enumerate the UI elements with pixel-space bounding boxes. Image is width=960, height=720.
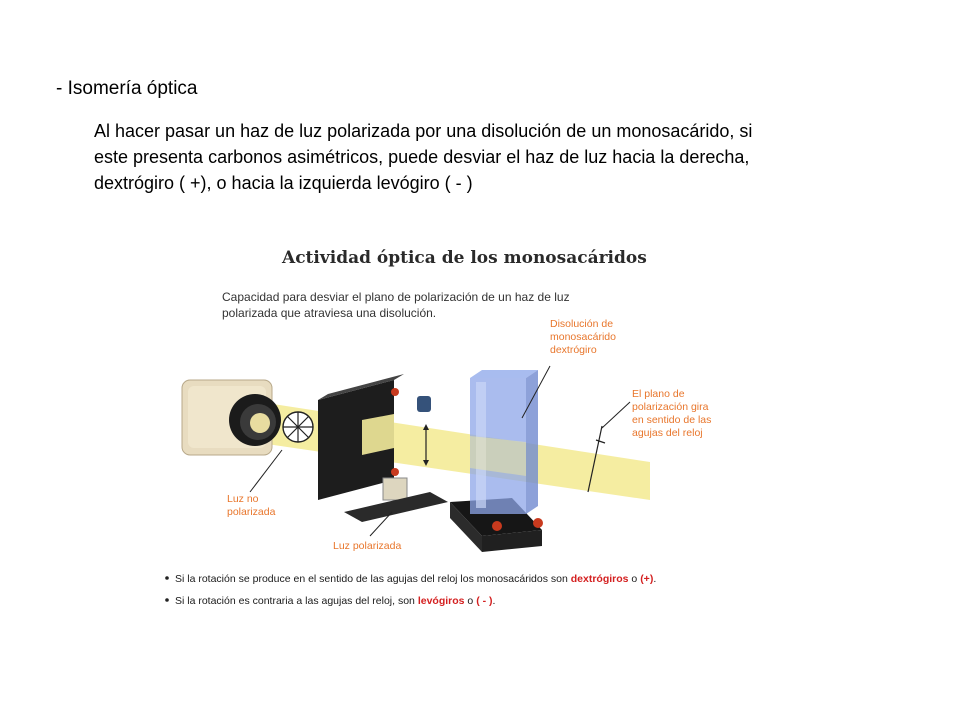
unpolarized-leader-line [250, 450, 282, 492]
bullet-levorotatory: Si la rotación es contraria a las agujas del reloj, son levógiros o ( - ). [175, 595, 496, 607]
body-paragraph [94, 118, 894, 196]
unpolarized-light-icon [283, 412, 313, 442]
figure-title: Actividad óptica de los monosacáridos [282, 248, 647, 268]
optical-activity-figure [130, 230, 750, 630]
solution-label-line: Disolución de [550, 318, 614, 330]
section-heading: - Isomería óptica [56, 78, 198, 99]
solution-label-line: monosacárido [550, 331, 616, 343]
plane-label-line: en sentido de las [632, 414, 712, 426]
plane-label-line: El plano de [632, 388, 685, 400]
bullet-dot [165, 576, 169, 580]
bullet-dot [165, 598, 169, 602]
figure-caption-line: Capacidad para desviar el plano de polarización de un haz de luz [222, 290, 570, 304]
plane-leader-line [602, 402, 630, 428]
polarized-label: Luz polarizada [333, 540, 402, 552]
paragraph-line: este presenta carbonos asimétricos, puede desviar el haz de luz hacia la derecha, [94, 147, 750, 167]
rotation-tick [596, 440, 605, 443]
arrow-head [423, 424, 429, 430]
paragraph-line: Al hacer pasar un haz de luz polarizada por una disolución de un monosacárido, si [94, 121, 753, 141]
plane-label-line: polarización gira [632, 401, 709, 413]
paragraph-line: dextrógiro ( +), o hacia la izquierda levógiro ( - ) [94, 173, 473, 193]
bullet-dextrorotatory: Si la rotación se produce en el sentido de las agujas del reloj los monosacáridos son dextrógiros o (+). [175, 573, 657, 585]
light-source [182, 380, 281, 455]
solution-label-line: dextrógiro [550, 344, 597, 356]
plane-label-line: agujas del reloj [632, 427, 703, 439]
unpolarized-label-line: polarizada [227, 506, 276, 518]
figure-caption-line: polarizada que atraviesa una disolución. [222, 306, 437, 320]
unpolarized-label-line: Luz no [227, 493, 259, 505]
